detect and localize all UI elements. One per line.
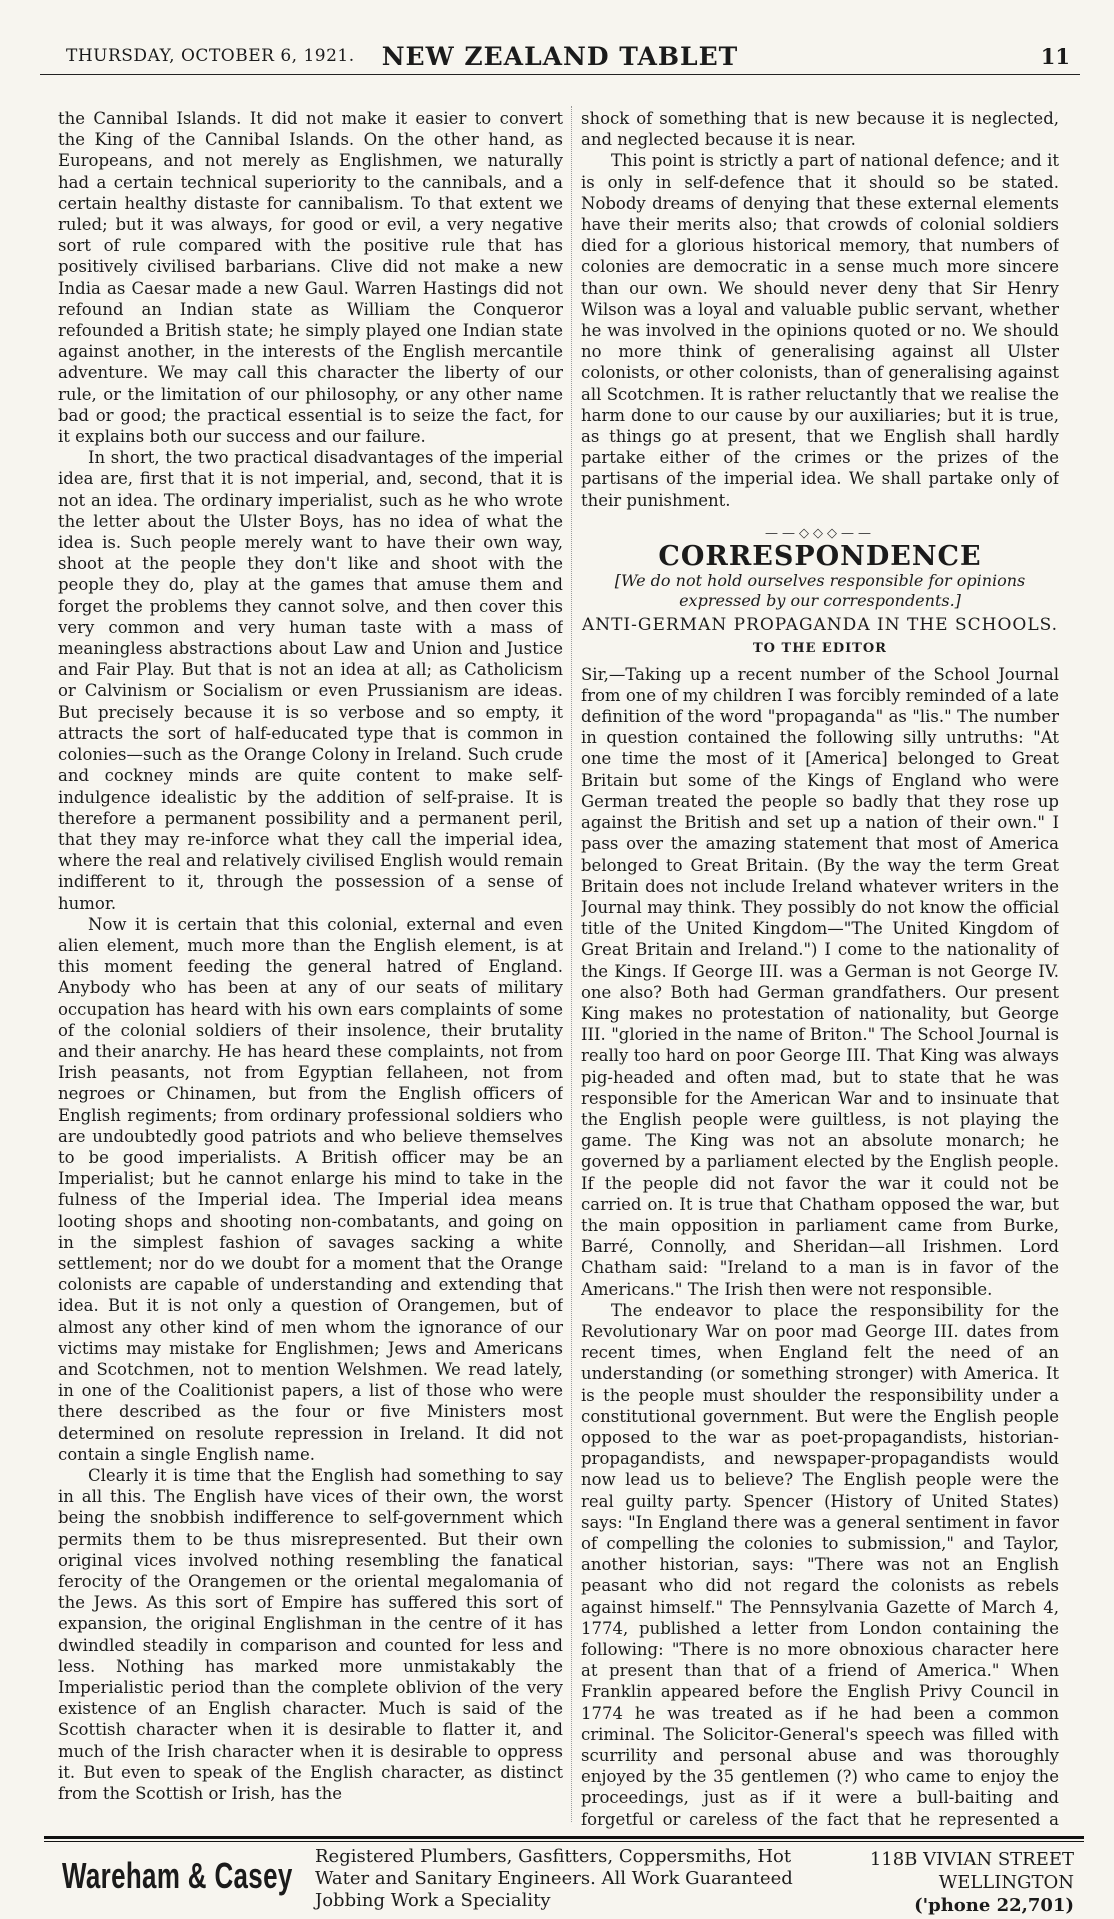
advertisement-address — [870, 1848, 1074, 1917]
ad-line: Jobbing Work a Speciality — [315, 1890, 551, 1911]
ad-line: Water and Sanitary Engineers. All Work Guaranteed — [315, 1868, 793, 1889]
phone-number: ('phone 22,701) — [914, 1895, 1074, 1916]
editorial-disclaimer: [We do not hold ourselves responsible for opinions expressed by our correspondents.] — [614, 571, 1026, 611]
column-divider — [571, 106, 572, 1822]
article-paragraph: In short, the two practical disadvantages of the imperial idea are, first that it is not imperial, and, second, that it is not an idea. The ordinary imperialist, such as he who wrote the letter about the Ulster Boys, has no idea of what the idea is. Such people merely want to have their own way, shoot at the people they don't like and shoot with the people they do, play at the games that amuse them and forget the problems they cannot solve, and then cover this very common and very human taste with a mass of meaningless abstractions about Law and Union and Justice and Fair Play. But that is not an idea at all; as Catholicism or Calvinism or Socialism or even Prussianism are ideas. But precisely because it is so verbose and so empty, it attracts the sort of half-educated type that is common in colonies—such as the Orange Colony in Ireland. Such crude and cockney minds are quite content to make self-indulgence idealistic by the addition of self-praise. It is therefore a permanent possibility and a permanent peril, that they may re-inforce what they call the imperial idea, where the real and relatively civilised English would remain indifferent to it, through the possession of a sense of humor. — [58, 448, 563, 913]
footer-rule — [44, 1836, 1084, 1839]
ad-line: Registered Plumbers, Gasfitters, Coppersmiths, Hot — [315, 1846, 792, 1867]
page-number: 11 — [1040, 44, 1070, 69]
page-header — [40, 40, 1080, 75]
section-ornament: ——◇◇◇—— — [765, 525, 875, 541]
left-column — [58, 108, 563, 1830]
letter-headline: ANTI-GERMAN PROPAGANDA IN THE SCHOOLS. — [581, 615, 1059, 636]
advertisement-description — [315, 1846, 793, 1912]
address-line: 118B VIVIAN STREET — [869, 1849, 1074, 1870]
article-paragraph: the Cannibal Islands. It did not make it easier to convert the King of the Cannibal Islands. On the other hand, as Europeans, and not merely as Englishmen, we naturally had a certain technical superiority to the cannibals, and a certain healthy distaste for cannibalism. To that extent we ruled; but it was always, for good or evil, a very negative sort of rule compared with the positive rule that has positively civilised barbarians. Clive did not make a new India as Caesar made a new Gaul. Warren Hastings did not refound an Indian state as William the Conqueror refounded a British state; he simply played one Indian state against another, in the interests of the English mercantile adventure. We may call this character the liberty of our rule, or the limitation of our philosophy, or any other name bad or good; the practical essential is to seize the fact, for it explains both our success and our failure. — [58, 109, 563, 447]
article-paragraph: Clearly it is time that the English had something to say in all this. The English have vices of their own, the worst being the snobbish indifference to self-government which permits them to be thus misrepresented. But their own original vices involved nothing resembling the fanatical ferocity of the Orangemen or the oriental megalomania of the Jews. As this sort of Empire has suffered this sort of expansion, the original Englishman in the centre of it has dwindled steadily in comparison and counted for less and less. Nothing has marked more unmistakably the Imperialistic period than the complete oblivion of the very existence of an English character. Much is said of the Scottish character when it is desirable to flatter it, and much of the Irish character when it is desirable to oppress it. But even to speak of the English character, as distinct from the Scottish or Irish, has the — [58, 1466, 563, 1804]
right-column — [581, 108, 1059, 1830]
issue-date: THURSDAY, OCTOBER 6, 1921. — [66, 46, 355, 66]
article-paragraph: shock of something that is new because it is neglected, and neglected because it is near. — [581, 109, 1059, 150]
advertiser-name: Wareham & Casey — [62, 1855, 293, 1896]
address-line: WELLINGTON — [938, 1872, 1074, 1893]
letter-paragraph: Sir,—Taking up a recent number of the School Journal from one of my children I was forcibly reminded of a late definition of the word "propaganda" as "lis." The number in question contained the following silly untruths: "At one time the most of it [America] belonged to Great Britain but some of the Kings of England who were German treated the people so badly that they rose up against the British and set up a nation of their own." I pass over the amazing statement that most of America belonged to Great Britain. (By the way the term Great Britain does not include Ireland whatever writers in the Journal may think. They possibly do not know the official title of the United Kingdom—"The United Kingdom of Great Britain and Ireland.") I come to the nationality of the Kings. If George III. was a German is not George IV. one also? Both had German grandfathers. Our present King makes no protestation of nationality, but George III. "gloried in the name of Briton." The School Journal is really too hard on poor George III. That King was always pig-headed and often mad, but to state that he was responsible for the American War and to insinuate that the English people were guiltless, is not playing the game. The King was not an absolute monarch; he governed by a parliament elected by the English people. If the people did not favor the war it could not be carried on. It is true that Chatham opposed the war, but the main opposition in parliament came from Burke, Barré, Connolly, and Sheridan—all Irishmen. Lord Chatham said: "Ireland to a man is in favor of the Americans." The Irish then were not responsible. — [581, 664, 1059, 1299]
letter-addressee: TO THE EDITOR — [753, 641, 887, 657]
article-paragraph: Now it is certain that this colonial, external and even alien element, much more than the English element, is at this moment feeding the general hatred of England. Anybody who has been at any of our seats of military occupation has heard with his own ears complaints of some of the colonial soldiers of their insolence, their brutality and their anarchy. He has heard these complaints, not from Irish peasants, not from Egyptian fellaheen, not from negroes or Chinamen, but from the English officers of English regiments; from ordinary professional soldiers who are undoubtedly good patriots and who believe themselves to be good imperialists. A British officer may be an Imperialist; but he cannot enlarge his mind to take in the fulness of the Imperial idea. The Imperial idea means looting shops and shooting non-combatants, and going on in the simplest fashion of savages sacking a white settlement; nor do we doubt for a moment that the Orange colonists are capable of understanding and extending that idea. But it is not only a question of Orangemen, but of almost any other kind of men whom the ignorance of our victims may mistake for Englishmen; Jews and Americans and Scotchmen, not to mention Welshmen. We read lately, in one of the Coalitionist papers, a list of those who were there described as the four or five Ministers most determined on resolute repression in Ireland. It did not contain a single English name. — [58, 914, 563, 1464]
correspondence-heading: CORRESPONDENCE — [658, 541, 982, 573]
letter-paragraph: The endeavor to place the responsibility for the Revolutionary War on poor mad George III. dates from recent times, when England felt the need of an understanding (or something stronger) with America. It is the people must shoulder the responsibility under a constitutional government. But were the English people opposed to the war as poet-propagandists, historian-propagandists, and newspaper-propagandists would now lead us to believe? The English people were the real guilty party. Spencer (History of United States) says: "In England there was a general sentiment in favor of compelling the colonies to submission," and Taylor, another historian, says: "There was not an English peasant who did not regard the colonists as rebels against himself." The Pennsylvania Gazette of March 4, 1774, published a letter from London containing the following: "There is no more obnoxious character here at present than that of a friend of America." When Franklin appeared before the English Privy Council in 1774 he was treated as if he had been a common criminal. The Solicitor-General's speech was filled with scurrility and personal abuse and was thoroughly enjoyed by the 35 gentlemen (?) who came to enjoy the proceedings, just as if it were a bull-baiting and forgetful or careless of the fact that he represented a — [581, 1300, 1059, 1829]
publication-title: NEW ZEALAND TABLET — [381, 42, 739, 71]
article-paragraph: This point is strictly a part of national defence; and it is only in self-defence that it should so be stated. Nobody dreams of denying that these external elements have their merits also; that crowds of colonial soldiers died for a glorious historical memory, that numbers of colonies are democratic in a sense much more sincere than our own. We should never deny that Sir Henry Wilson was a loyal and valuable public servant, whether he was involved in the opinions quoted or no. We should no more think of generalising against all Ulster colonists, or other colonists, than of generalising against all Scotchmen. It is rather reluctantly that we realise the harm done to our cause by our auxiliaries; but it is true, as things go at present, that we English shall hardly partake either of the crimes or the prizes of the partisans of the imperial idea. We shall partake only of their punishment. — [581, 151, 1059, 510]
footer-rule-thin — [44, 1841, 1084, 1842]
